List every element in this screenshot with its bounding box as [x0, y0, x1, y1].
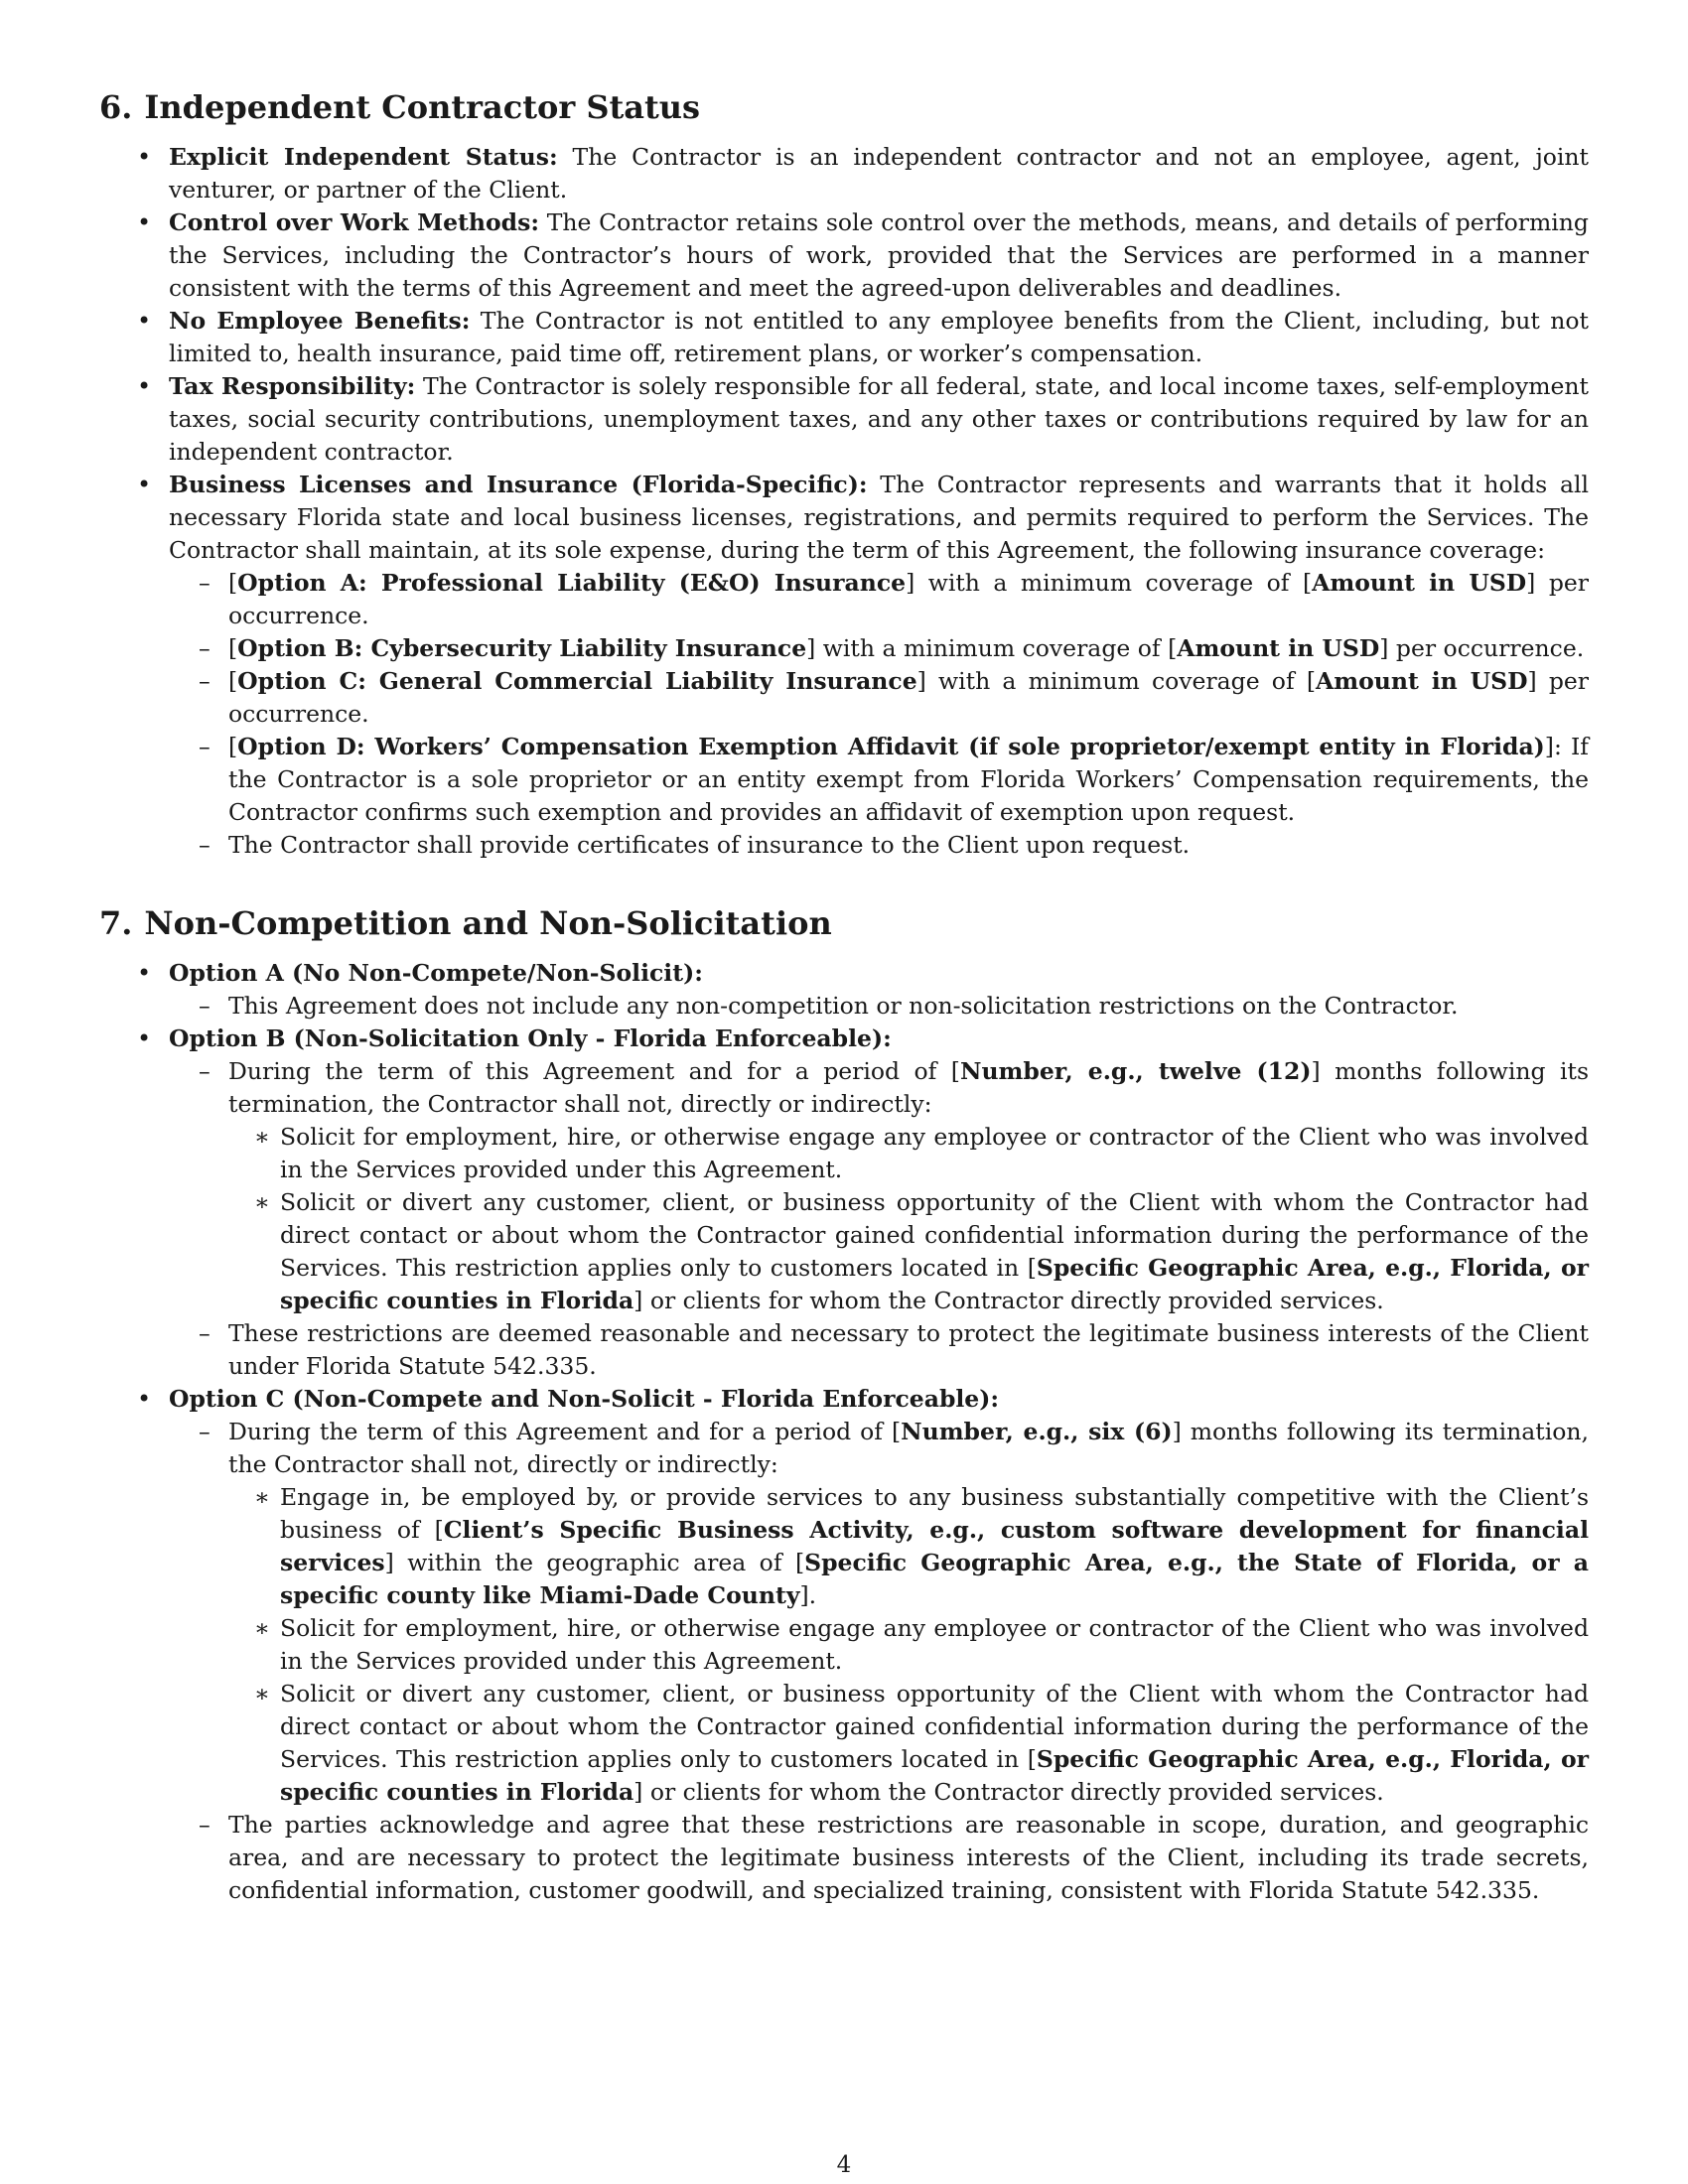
list-item: ∗ Solicit for employment, hire, or otherwise engage any employee or contractor of the Client who was involved in the Services provided under this Agreement.: [99, 1121, 1589, 1186]
list-item: ∗ Solicit for employment, hire, or otherwise engage any employee or contractor of the Client who was involved in the Services provided under this Agreement.: [99, 1612, 1589, 1678]
list-item: – The parties acknowledge and agree that these restrictions are reasonable in scope, duration, and geographic area, and are necessary to protect the legitimate business interests of the Client, including its trade secrets, confidential information, customer goodwill, and specialized training, consistent with Florida Statute 542.335.: [99, 1809, 1589, 1907]
list-item: ∗ Engage in, be employed by, or provide services to any business substantially competitive with the Client’s business of [Client’s Specific Business Activity, e.g., custom software development for financial services] within the geographic area of [Specific Geographic Area, e.g., the State of Florida, or a specific county like Miami-Dade County].: [99, 1481, 1589, 1612]
insurance-list: [169, 567, 1589, 862]
list-item: – [Option D: Workers’ Compensation Exemption Affidavit (if sole proprietor/exempt entity in Florida)]: If the Contractor is a sole proprietor or an entity exempt from Florida Workers’ Compensation requirements, the Contractor confirms such exemption and provides an affidavit of exemption upon request.: [99, 731, 1589, 829]
list-item: • Control over Work Methods: The Contractor retains sole control over the methods, means, and details of performing the Services, including the Contractor’s hours of work, provided that the Services are performed in a manner consistent with the terms of this Agreement and meet the agreed-upon deliverables and deadlines.: [99, 206, 1589, 305]
list-item: ∗ Solicit or divert any customer, client, or business opportunity of the Client with whom the Contractor had direct contact or about whom the Contractor gained confidential information during the performance of the Services. This restriction applies only to customers located in [Specific Geographic Area, e.g., Florida, or specific counties in Florida] or clients for whom the Contractor directly provided services.: [99, 1186, 1589, 1317]
list-item: – These restrictions are deemed reasonable and necessary to protect the legitimate business interests of the Client under Florida Statute 542.335.: [99, 1317, 1589, 1383]
list-item: • Tax Responsibility: The Contractor is solely responsible for all federal, state, and local income taxes, self-employment taxes, social security contributions, unemployment taxes, and any other taxes or contributions required by law for an independent contractor.: [99, 370, 1589, 469]
list-item: • Business Licenses and Insurance (Florida-Specific): The Contractor represents and warrants that it holds all necessary Florida state and local business licenses, registrations, and permits required to perform the Services. The Contractor shall maintain, at its sole expense, during the term of this Agreement, the following insurance coverage: – [Option A: Professional Liability (E&O) Insurance] with a minimum coverage of [Amount in USD] per occurrence. – [Option B: Cybersecurity Liability Insurance] with a minimum coverage of [Amount in USD] per occurrence. – [Option C: General Commercial Liability Insurance] with a minimum coverage of [Amount in USD] per occurrence. – [Option D: Workers’ Compensation Exemption Affidavit (if sole proprietor/exempt entity in Florida)]: If the Contractor is a sole proprietor or an entity exempt from Florida Workers’ Compensation requirements, the Contractor confirms such exemption and provides an affidavit of exemption upon request. – The Contractor shall provide certificates of insurance to the Client upon request.: [99, 469, 1589, 862]
list-item: • Option B (Non-Solicitation Only - Florida Enforceable): – During the term of this Agreement and for a period of [Number, e.g., twelve (12)] months following its termination, the Contractor shall not, directly or indirectly: ∗ Solicit for employment, hire, or otherwise engage any employee or contractor of the Client who was involved in the Services provided under this Agreement. ∗ Solicit or divert any customer, client, or business opportunity of the Client with whom the Contractor had direct contact or about whom the Contractor gained confidential information during the performance of the Services. This restriction applies only to customers located in [Specific Geographic Area, e.g., Florida, or specific counties in Florida] or clients for whom the Contractor directly provided services. – These restrictions are deemed reasonable and necessary to protect the legitimate business interests of the Client under Florida Statute 542.335.: [99, 1023, 1589, 1383]
list-item: ∗ Solicit or divert any customer, client, or business opportunity of the Client with whom the Contractor had direct contact or about whom the Contractor gained confidential information during the performance of the Services. This restriction applies only to customers located in [Specific Geographic Area, e.g., Florida, or specific counties in Florida] or clients for whom the Contractor directly provided services.: [99, 1678, 1589, 1809]
list-item: – [Option B: Cybersecurity Liability Insurance] with a minimum coverage of [Amount in USD] per occurrence.: [99, 632, 1589, 665]
list-item: – This Agreement does not include any non-competition or non-solicitation restrictions on the Contractor.: [99, 990, 1589, 1023]
list-item: – [Option A: Professional Liability (E&O) Insurance] with a minimum coverage of [Amount in USD] per occurrence.: [99, 567, 1589, 632]
page-number: 4: [836, 2152, 852, 2178]
section-7-list: [99, 957, 1589, 1907]
list-item: • Explicit Independent Status: The Contractor is an independent contractor and not an employee, agent, joint venturer, or partner of the Client.: [99, 141, 1589, 206]
section-heading: 7. Non-Competition and Non-Solicitation: [99, 904, 832, 942]
list-item: – During the term of this Agreement and for a period of [Number, e.g., six (6)] months following its termination, the Contractor shall not, directly or indirectly: ∗ Engage in, be employed by, or provide services to any business substantially competitive with the Client’s business of [Client’s Specific Business Activity, e.g., custom software development for financial services] within the geographic area of [Specific Geographic Area, e.g., the State of Florida, or a specific county like Miami-Dade County]. ∗ Solicit for employment, hire, or otherwise engage any employee or contractor of the Client who was involved in the Services provided under this Agreement. ∗ Solicit or divert any customer, client, or business opportunity of the Client with whom the Contractor had direct contact or about whom the Contractor gained confidential information during the performance of the Services. This restriction applies only to customers located in [Specific Geographic Area, e.g., Florida, or specific counties in Florida] or clients for whom the Contractor directly provided services.: [99, 1416, 1589, 1809]
list-item: • Option C (Non-Compete and Non-Solicit - Florida Enforceable): – During the term of this Agreement and for a period of [Number, e.g., six (6)] months following its termination, the Contractor shall not, directly or indirectly: ∗ Engage in, be employed by, or provide services to any business substantially competitive with the Client’s business of [Client’s Specific Business Activity, e.g., custom software development for financial services] within the geographic area of [Specific Geographic Area, e.g., the State of Florida, or a specific county like Miami-Dade County]. ∗ Solicit for employment, hire, or otherwise engage any employee or contractor of the Client who was involved in the Services provided under this Agreement. ∗ Solicit or divert any customer, client, or business opportunity of the Client with whom the Contractor had direct contact or about whom the Contractor gained confidential information during the performance of the Services. This restriction applies only to customers located in [Specific Geographic Area, e.g., Florida, or specific counties in Florida] or clients for whom the Contractor directly provided services. – The parties acknowledge and agree that these restrictions are reasonable in scope, duration, and geographic area, and are necessary to protect the legitimate business interests of the Client, including its trade secrets, confidential information, customer goodwill, and specialized training, consistent with Florida Statute 542.335.: [99, 1383, 1589, 1907]
section-6-list: [99, 141, 1589, 862]
list-item: – During the term of this Agreement and for a period of [Number, e.g., twelve (12)] months following its termination, the Contractor shall not, directly or indirectly: ∗ Solicit for employment, hire, or otherwise engage any employee or contractor of the Client who was involved in the Services provided under this Agreement. ∗ Solicit or divert any customer, client, or business opportunity of the Client with whom the Contractor had direct contact or about whom the Contractor gained confidential information during the performance of the Services. This restriction applies only to customers located in [Specific Geographic Area, e.g., Florida, or specific counties in Florida] or clients for whom the Contractor directly provided services.: [99, 1055, 1589, 1317]
section-heading: 6. Independent Contractor Status: [99, 88, 701, 126]
list-item: • Option A (No Non-Compete/Non-Solicit): – This Agreement does not include any non-competition or non-solicitation restrictions on the Contractor.: [99, 957, 1589, 1023]
document-page: [99, 87, 1589, 1907]
list-item: – [Option C: General Commercial Liability Insurance] with a minimum coverage of [Amount in USD] per occurrence.: [99, 665, 1589, 731]
list-item: • No Employee Benefits: The Contractor is not entitled to any employee benefits from the Client, including, but not limited to, health insurance, paid time off, retirement plans, or worker’s compensation.: [99, 305, 1589, 370]
list-item: – The Contractor shall provide certificates of insurance to the Client upon request.: [99, 829, 1589, 862]
